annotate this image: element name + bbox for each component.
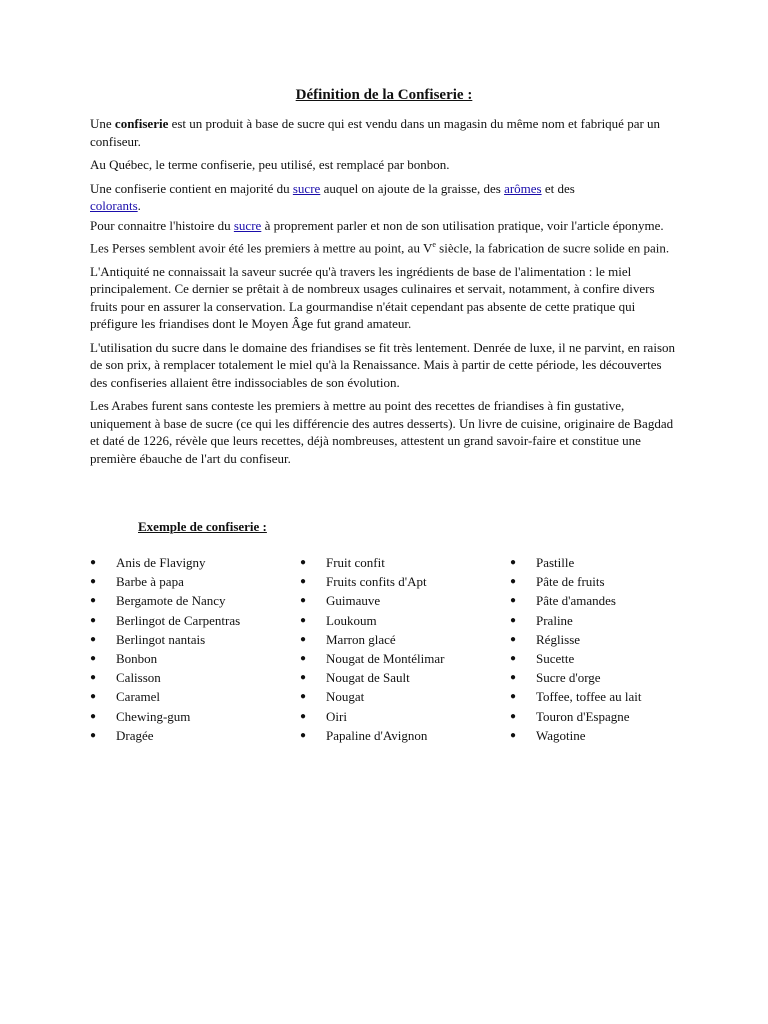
bullet-icon: ● — [300, 672, 307, 684]
list-item — [509, 649, 641, 668]
list-item — [89, 572, 240, 591]
bullet-icon: ● — [510, 614, 517, 626]
list-item-label: Bergamote de Nancy — [116, 593, 226, 609]
text-span: auquel on ajoute de la graisse, des — [320, 180, 505, 196]
bullet-icon: ● — [510, 557, 517, 568]
list-item — [89, 630, 240, 649]
bullet-icon: ● — [300, 595, 307, 607]
link-colorants[interactable]: colorants — [90, 198, 138, 213]
bullet-icon: ● — [90, 614, 97, 626]
bullet-icon: ● — [300, 710, 307, 722]
bullet-icon: ● — [90, 633, 97, 645]
list-item — [509, 591, 641, 610]
list-item — [89, 668, 240, 687]
bold-term-confiserie: confiserie — [114, 116, 169, 131]
list-item — [299, 591, 444, 610]
list-item — [89, 553, 240, 572]
list-item-label: Chewing-gum — [116, 708, 191, 724]
bullet-icon: ● — [90, 672, 97, 684]
confiserie-list-column-1 — [89, 553, 240, 745]
list-item — [299, 611, 444, 630]
list-item — [299, 553, 444, 572]
list-item — [89, 726, 240, 745]
text-span: Une confiserie contient en majorité du — [90, 180, 293, 196]
link-sucre-history[interactable]: sucre — [233, 217, 262, 233]
list-item-label: Wagotine — [536, 727, 586, 743]
list-item-label: Nougat de Sault — [326, 670, 410, 686]
list-item — [299, 707, 444, 726]
list-item-label: Marron glacé — [326, 631, 396, 647]
list-item-label: Nougat — [326, 689, 365, 705]
bullet-icon: ● — [510, 652, 517, 664]
bullet-icon: ● — [510, 710, 517, 722]
list-item-label: Fruit confit — [326, 555, 385, 570]
list-item-label: Pâte d'amandes — [536, 593, 616, 609]
bullet-icon: ● — [300, 557, 307, 568]
list-item-label: Fruits confits d'Apt — [326, 574, 427, 590]
bullet-icon: ● — [90, 576, 97, 588]
paragraph-antiquite: L'Antiquité ne connaissait la saveur sucrée qu'à travers les ingrédients de base de l'alimentation : le miel principalement. Ce dernier se prêtait à de nombreux usages culinaires et servait, notamment, à confire divers fruits pour en assurer la conservation. La gourmandise n'était cependant pas absente de cette pratique qui préfigure les friandises dont le Moyen Âge fut grand amateur. — [90, 263, 655, 332]
text-span: . — [137, 198, 141, 213]
bullet-icon: ● — [90, 652, 97, 664]
list-item-label: Anis de Flavigny — [116, 555, 206, 570]
list-item — [509, 611, 641, 630]
paragraph-definition — [90, 115, 680, 150]
list-item — [509, 687, 641, 706]
list-item — [299, 668, 444, 687]
list-item — [299, 572, 444, 591]
confiserie-list-column-2 — [299, 553, 444, 745]
list-item — [299, 726, 444, 745]
list-item-label: Pâte de fruits — [536, 574, 605, 590]
paragraph-arabes: Les Arabes furent sans conteste les premiers à mettre au point des recettes de friandises à fin gustative, uniquement à base de sucre (ce qui les différencie des autres desserts). Un livre de cuisine, originaire de Bagdad et daté de 1226, révèle que leurs recettes, déjà nombreuses, attestent un grand savoir-faire et constitue une première ébauche de l'art du confiseur. — [90, 398, 674, 466]
list-item-label: Barbe à papa — [116, 574, 184, 590]
list-item-label: Caramel — [116, 689, 161, 705]
paragraph-quebec: Au Québec, le terme confiserie, peu utilisé, est remplacé par bonbon. — [90, 157, 450, 172]
list-item — [89, 649, 240, 668]
text-span: Pour connaitre l'histoire du — [90, 217, 234, 233]
link-aromes[interactable]: arômes — [504, 180, 542, 196]
bullet-icon: ● — [300, 729, 307, 741]
text-span: à proprement parler et non de son utilisation pratique, voir l'article éponyme. — [261, 217, 664, 233]
link-sucre[interactable]: sucre — [292, 180, 321, 196]
text-span: siècle, la fabrication de sucre solide en pain. — [435, 240, 670, 256]
bullet-icon: ● — [510, 576, 517, 588]
bullet-icon: ● — [510, 729, 517, 741]
list-item-label: Papaline d'Avignon — [326, 727, 428, 743]
bullet-icon: ● — [300, 652, 307, 664]
list-item — [509, 572, 641, 591]
list-item-label: Loukoum — [326, 612, 377, 628]
list-item — [299, 630, 444, 649]
bullet-icon: ● — [510, 691, 517, 703]
bullet-icon: ● — [300, 614, 307, 626]
list-item — [89, 611, 240, 630]
list-item-label: Bonbon — [116, 650, 158, 666]
list-item-label: Calisson — [116, 670, 161, 686]
text-span: Les Perses semblent avoir été les premiers à mettre au point, au V — [90, 240, 433, 256]
bullet-icon: ● — [90, 557, 97, 568]
list-item — [89, 687, 240, 706]
list-item — [509, 707, 641, 726]
paragraph-composition — [90, 180, 680, 215]
bullet-icon: ● — [300, 633, 307, 645]
list-item-label: Praline — [536, 612, 573, 628]
list-item — [509, 630, 641, 649]
list-item-label: Dragée — [116, 727, 154, 743]
list-item — [509, 726, 641, 745]
list-item-label: Sucre d'orge — [536, 670, 601, 686]
section-subtitle: Exemple de confiserie : — [138, 519, 267, 534]
list-item-label: Toffee, toffee au lait — [536, 689, 642, 705]
list-item-label: Touron d'Espagne — [536, 708, 630, 724]
page-title: Définition de la Confiserie : — [295, 87, 473, 103]
bullet-icon: ● — [90, 691, 97, 703]
text-span: Une — [90, 116, 115, 131]
list-item-label: Nougat de Montélimar — [326, 650, 445, 666]
list-item-label: Réglisse — [536, 631, 581, 647]
text-span: est un produit à base de sucre qui est vendu dans un magasin du même nom et fabriqué par un confiseur. — [90, 116, 661, 149]
bullet-icon: ● — [510, 633, 517, 645]
confiserie-list-column-3 — [509, 553, 641, 745]
list-item — [89, 591, 240, 610]
paragraph-perses — [90, 236, 680, 257]
list-item — [509, 668, 641, 687]
list-item — [299, 687, 444, 706]
bullet-icon: ● — [510, 672, 517, 684]
list-item-label: Berlingot de Carpentras — [116, 612, 241, 628]
list-item-label: Oiri — [326, 708, 347, 724]
paragraph-utilisation: L'utilisation du sucre dans le domaine des friandises se fit très lentement. Denrée de luxe, il ne parvint, en raison de son prix, à remplacer totalement le miel qu'à la Renaissance. Mais à partir de cette période, les découvertes des confiseries allaient être indissociables de son évolution. — [90, 339, 675, 390]
list-item-label: Pastille — [536, 555, 575, 570]
bullet-icon: ● — [300, 576, 307, 588]
list-item-label: Berlingot nantais — [116, 631, 206, 647]
list-item — [299, 649, 444, 668]
bullet-icon: ● — [90, 595, 97, 607]
bullet-icon: ● — [510, 595, 517, 607]
list-item-label: Guimauve — [326, 593, 381, 609]
bullet-icon: ● — [90, 710, 97, 722]
bullet-icon: ● — [90, 729, 97, 741]
body-text — [90, 115, 680, 473]
list-item — [89, 707, 240, 726]
list-item-label: Sucette — [536, 650, 575, 666]
list-item — [509, 553, 641, 572]
superscript: e — [432, 240, 436, 249]
bullet-icon: ● — [300, 691, 307, 703]
text-span: et des — [541, 180, 575, 196]
paragraph-history-link — [90, 217, 680, 235]
